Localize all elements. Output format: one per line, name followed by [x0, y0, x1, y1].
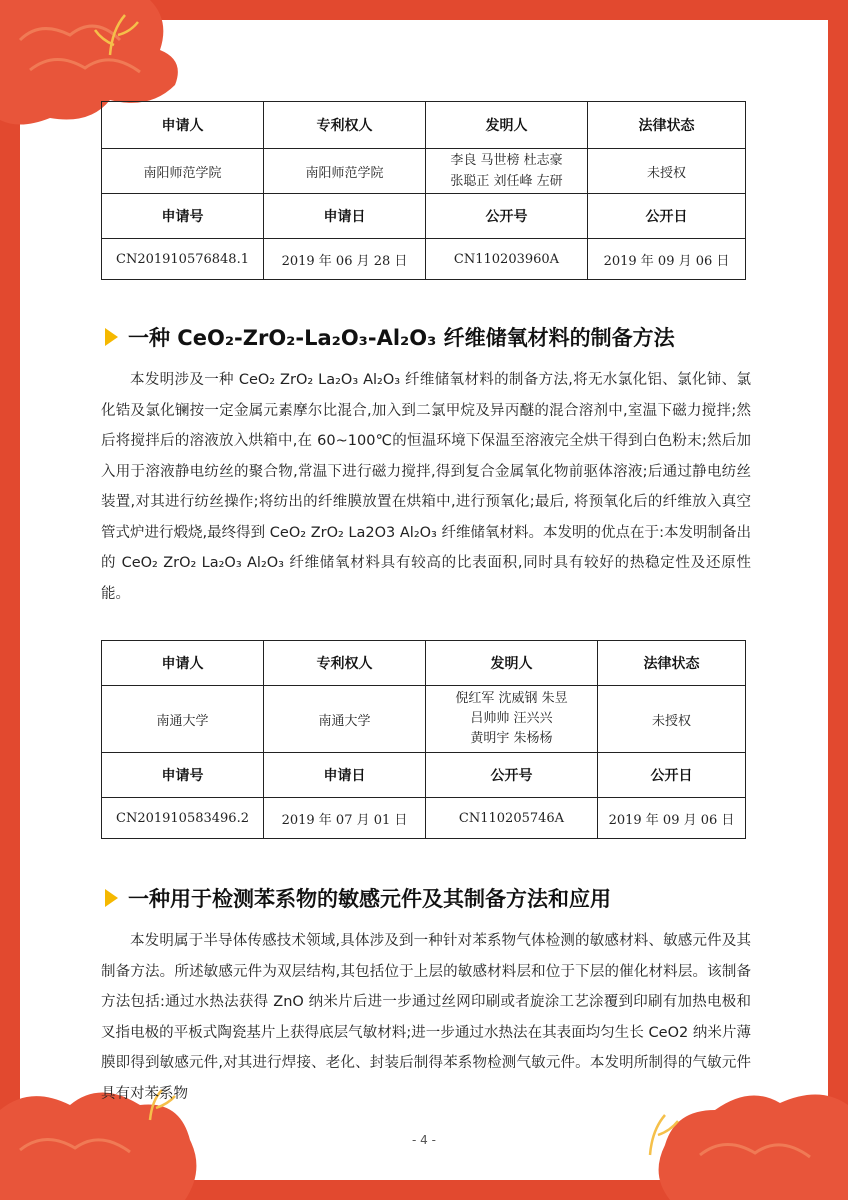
header-application-number: 申请号	[102, 194, 264, 239]
cell-publication-date: 2019 年 09 月 06 日	[588, 239, 746, 280]
patent-info-table-2	[101, 640, 746, 839]
header-application-date: 申请日	[264, 753, 426, 798]
header-patentee: 专利权人	[264, 641, 426, 686]
cell-patentee: 南通大学	[264, 686, 426, 753]
triangle-bullet-icon	[105, 889, 118, 907]
section-title-1: 一种 CeO₂-ZrO₂-La₂O₃-Al₂O₃ 纤维储氧材料的制备方法	[105, 322, 675, 352]
header-legal-status: 法律状态	[588, 102, 746, 149]
section-body-1: 本发明涉及一种 CeO₂ ZrO₂ La₂O₃ Al₂O₃ 纤维储氧材料的制备方法,将无水氯化铝、氯化铈、氯化锆及氯化镧按一定金属元素摩尔比混合,加入到二氯甲烷及异丙醚的混合溶剂中,室温下磁力搅拌;然后将搅拌后的溶液放入烘箱中,在 60~100℃的恒温环境下保温至溶液完全烘干得到白色粉末;然后加入用于溶液静电纺丝的聚合物,常温下进行磁力搅拌,得到复合金属氧化物前驱体溶液;后通过静电纺丝装置,对其进行纺丝操作;将纺出的纤维膜放置在烘箱中,进行预氧化;最后, 将预氧化后的纤维放入真空管式炉进行煅烧,最终得到 CeO₂ ZrO₂ La2O3 Al₂O₃ 纤维储氧材料。本发明的优点在于:本发明制备出的 CeO₂ ZrO₂ La₂O₃ Al₂O₃ 纤维储氧材料具有较高的比表面积,同时具有较好的热稳定性及还原性能。	[101, 372, 751, 602]
cell-application-number: CN201910576848.1	[102, 239, 264, 280]
header-publication-number: 公开号	[426, 753, 598, 798]
cell-applicant: 南通大学	[102, 686, 264, 753]
cell-publication-number: CN110205746A	[426, 798, 598, 839]
cell-publication-number: CN110203960A	[426, 239, 588, 280]
cell-legal-status: 未授权	[588, 149, 746, 194]
section-body-2: 本发明属于半导体传感技术领域,具体涉及到一种针对苯系物气体检测的敏感材料、敏感元件及其制备方法。所述敏感元件为双层结构,其包括位于上层的敏感材料层和位于下层的催化材料层。该制备方法包括:通过水热法获得 ZnO 纳米片后进一步通过丝网印刷或者旋涂工艺涂覆到印刷有加热电极和叉指电极的平板式陶瓷基片上获得底层气敏材料;进一步通过水热法在其表面均匀生长 CeO2 纳米片薄膜即得到敏感元件,对其进行焊接、老化、封装后制得苯系物检测气敏元件。本发明所制得的气敏元件具有对苯系物	[101, 933, 751, 1102]
page-number: - 4 -	[412, 1133, 436, 1147]
cell-application-number: CN201910583496.2	[102, 798, 264, 839]
header-application-date: 申请日	[264, 194, 426, 239]
section-title-2: 一种用于检测苯系物的敏感元件及其制备方法和应用	[105, 883, 611, 913]
cell-application-date: 2019 年 07 月 01 日	[264, 798, 426, 839]
header-application-number: 申请号	[102, 753, 264, 798]
cell-legal-status: 未授权	[598, 686, 746, 753]
header-publication-date: 公开日	[588, 194, 746, 239]
header-inventor: 发明人	[426, 102, 588, 149]
cell-application-date: 2019 年 06 月 28 日	[264, 239, 426, 280]
header-patentee: 专利权人	[264, 102, 426, 149]
cell-patentee: 南阳师范学院	[264, 149, 426, 194]
header-legal-status: 法律状态	[598, 641, 746, 686]
header-inventor: 发明人	[426, 641, 598, 686]
header-publication-number: 公开号	[426, 194, 588, 239]
header-applicant: 申请人	[102, 102, 264, 149]
patent-info-table-1	[101, 101, 746, 280]
cell-applicant: 南阳师范学院	[102, 149, 264, 194]
cell-inventor: 倪红军 沈威钢 朱昱 吕帅帅 汪兴兴 黄明宇 朱杨杨	[426, 686, 598, 753]
triangle-bullet-icon	[105, 328, 118, 346]
cell-publication-date: 2019 年 09 月 06 日	[598, 798, 746, 839]
cell-inventor: 李良 马世榜 杜志豪 张聪正 刘任峰 左研	[426, 149, 588, 194]
header-publication-date: 公开日	[598, 753, 746, 798]
header-applicant: 申请人	[102, 641, 264, 686]
